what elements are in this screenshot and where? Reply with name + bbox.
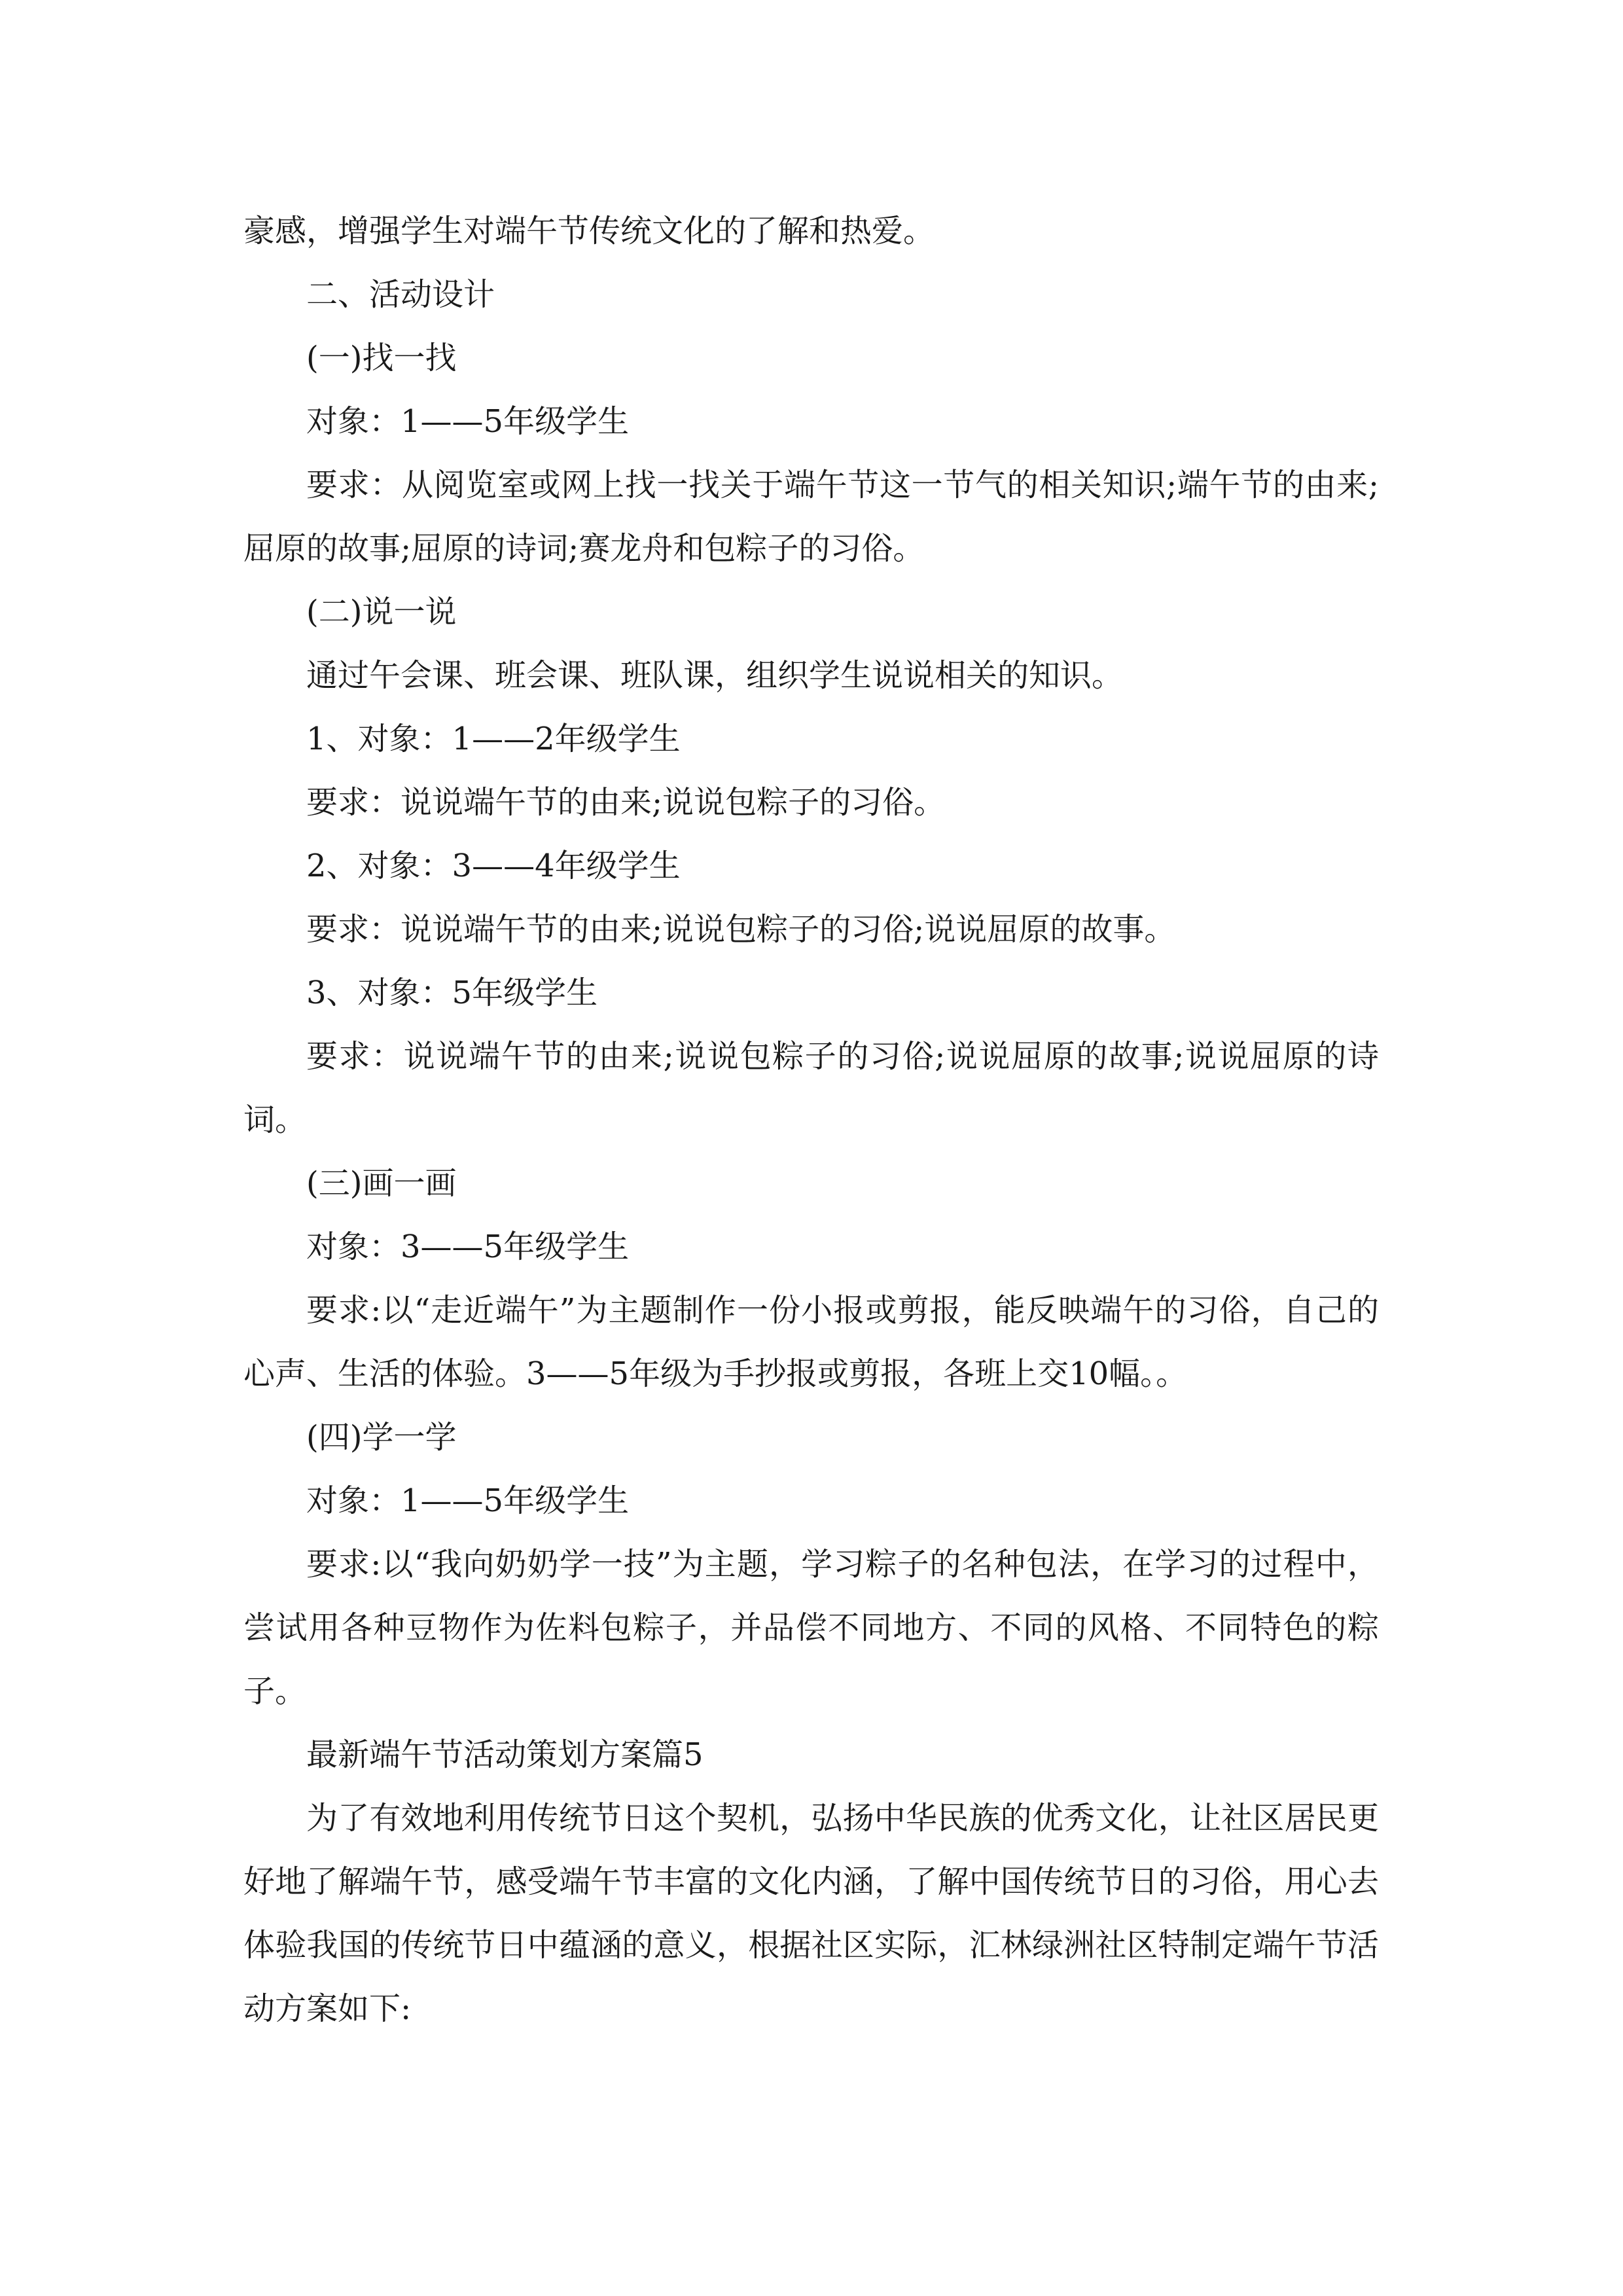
subheading-find: (一)找一找 [306, 340, 457, 376]
paragraph-plan-intro: 为了有效地利用传统节日这个契机，弘扬中华民族的优秀文化，让社区居民更好地了解端午节，感受端午节丰富的文化内涵，了解中国传统节日的习俗，用心去体验我国的传统节日中蕴涵的意义，根据社区实际，汇林绿洲社区特制定端午节活动方案如下: [243, 1800, 1379, 2027]
document-body [243, 200, 1379, 2041]
subheading-learn: (四)学一学 [306, 1419, 457, 1456]
target-grades-3-4: 2、对象：3——4年级学生 [306, 848, 681, 884]
target-grade-5: 3、对象：5年级学生 [306, 975, 598, 1011]
requirement-grades-3-4: 要求：说说端午节的由来;说说包粽子的习俗;说说屈原的故事。 [306, 911, 1176, 948]
requirement-find: 要求：从阅览室或网上找一找关于端午节这一节气的相关知识;端午节的由来;屈原的故事;屈原的诗词;赛龙舟和包粽子的习俗。 [243, 467, 1379, 567]
plan-title: 最新端午节活动策划方案篇5 [306, 1736, 704, 1773]
requirement-grades-1-2: 要求：说说端午节的由来;说说包粽子的习俗。 [306, 784, 946, 821]
requirement-grade-5: 要求：说说端午节的由来;说说包粽子的习俗;说说屈原的故事;说说屈原的诗词。 [243, 1038, 1379, 1138]
section-heading-activity-design: 二、活动设计 [306, 276, 495, 313]
paragraph-continuation: 豪感，增强学生对端午节传统文化的了解和热爱。 [243, 213, 935, 249]
target-grades-1-5: 对象：1——5年级学生 [306, 403, 630, 440]
target-grades-3-5: 对象：3——5年级学生 [306, 1229, 630, 1265]
subheading-draw: (三)画一画 [306, 1165, 457, 1202]
requirement-learn: 要求:以“我向奶奶学一技”为主题，学习粽子的名种包法，在学习的过程中，尝试用各种豆物作为佐料包粽子，并品偿不同地方、不同的风格、不同特色的粽子。 [243, 1546, 1379, 1710]
target-grades-1-2: 1、对象：1——2年级学生 [306, 721, 681, 757]
requirement-draw: 要求:以“走近端午”为主题制作一份小报或剪报，能反映端午的习俗，自己的心声、生活的体验。3——5年级为手抄报或剪报，各班上交10幅。。 [243, 1292, 1379, 1392]
target-grades-1-5-learn: 对象：1——5年级学生 [306, 1482, 630, 1519]
paragraph-speak-intro: 通过午会课、班会课、班队课，组织学生说说相关的知识。 [306, 657, 1124, 694]
subheading-speak: (二)说一说 [306, 594, 457, 630]
